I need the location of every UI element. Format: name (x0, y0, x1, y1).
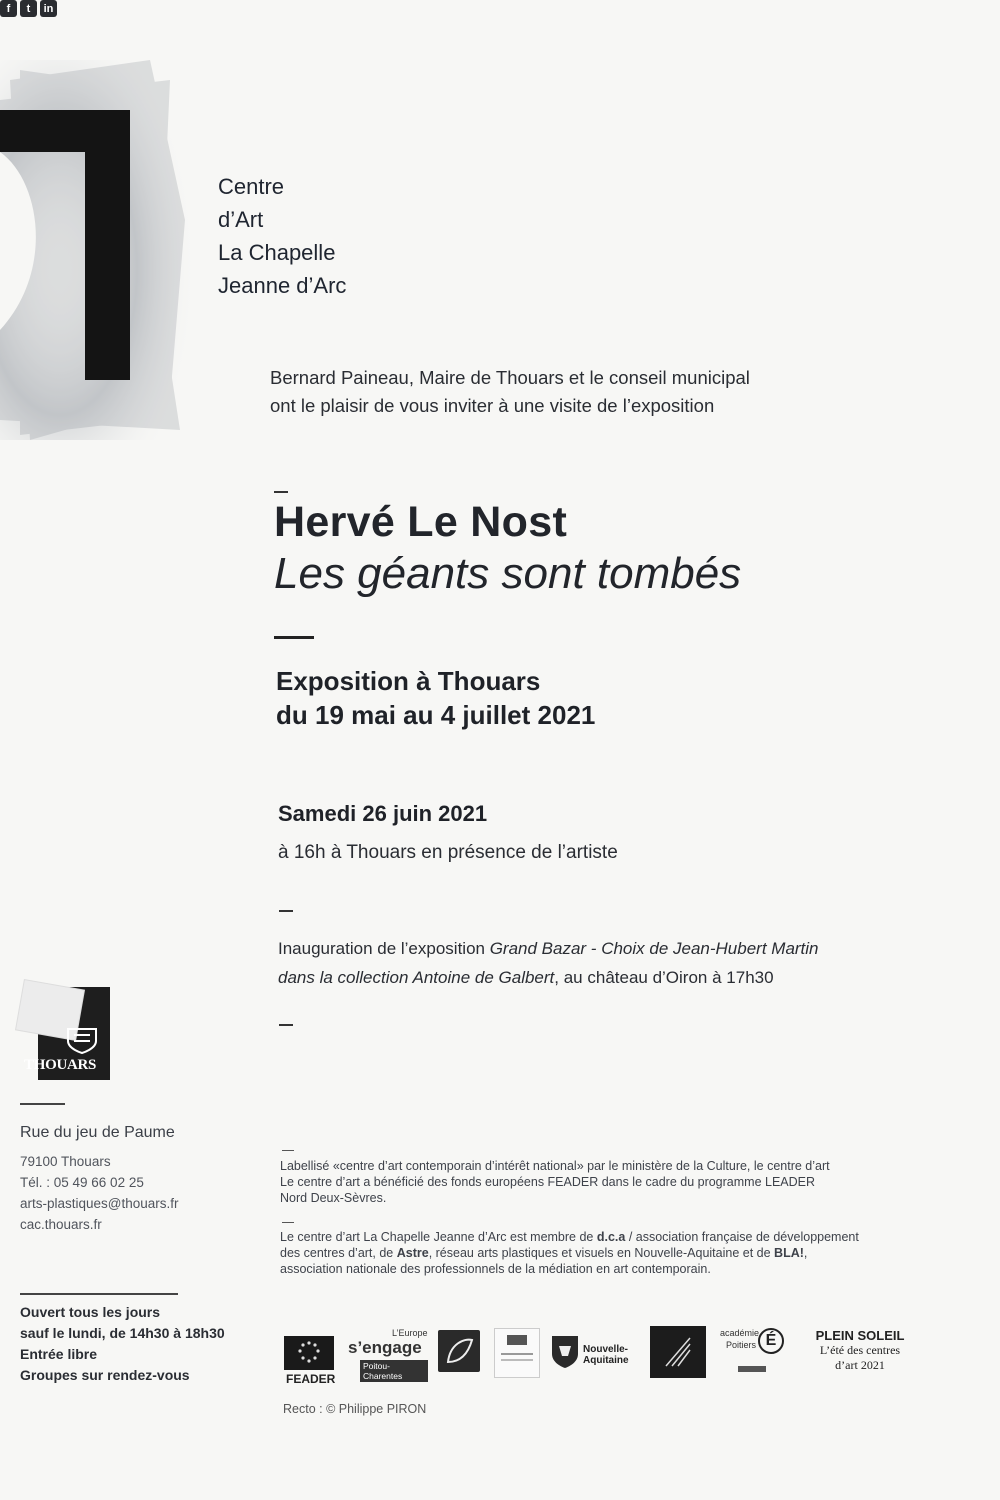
center-name-line: Jeanne d’Arc (218, 273, 347, 298)
linkedin-icon[interactable]: in (40, 0, 57, 17)
invitation-line: ont le plaisir de vous inviter à une visite de l’exposition (270, 395, 715, 416)
divider (274, 636, 314, 639)
facebook-icon[interactable]: f (0, 0, 17, 17)
hours-line: Ouvert tous les jours (20, 1304, 161, 1320)
department-logo (650, 1326, 706, 1378)
region-label: Nouvelle-Aquitaine (583, 1344, 629, 1366)
prefecture-logo (494, 1328, 540, 1378)
legal-text: , (803, 1246, 808, 1260)
artist-name: Hervé Le Nost (274, 498, 568, 546)
contact-info (20, 1151, 179, 1235)
astre-label: Astre (396, 1246, 429, 1260)
twitter-icon[interactable]: t (20, 0, 37, 17)
legal-line: Labellisé «centre d’art contemporain d’intérêt national» par le ministère de la Culture, le centre d’art (280, 1159, 830, 1173)
legal-line: association nationale des professionnels de la médiation en art contemporain. (280, 1262, 711, 1276)
lion-shield-icon (550, 1334, 580, 1370)
poitiers-label: Poitiers (726, 1340, 757, 1350)
phone-number: Tél. : 05 49 66 02 25 (20, 1175, 144, 1190)
poitou-label: Poitou-Charentes (360, 1360, 428, 1382)
coat-of-arms-icon (64, 1025, 100, 1055)
partner-logos (282, 1322, 922, 1392)
event-date: Samedi 26 juin 2021 (278, 801, 488, 826)
email-link[interactable]: arts-plastiques@thouars.fr (20, 1196, 179, 1211)
academie-logo: académie Poitiers É (720, 1322, 784, 1382)
eu-stars-icon (284, 1336, 334, 1370)
divider (282, 1222, 294, 1223)
inauguration-collection: dans la collection Antoine de Galbert (278, 968, 555, 987)
divider (20, 1103, 65, 1105)
leaf-icon (438, 1330, 480, 1372)
invitation-text (270, 364, 750, 420)
inauguration-prefix: Inauguration de l’exposition (278, 939, 490, 958)
dca-label: d.c.a (596, 1230, 626, 1244)
europe-label: L’Europe (392, 1328, 428, 1338)
legal-line: Nord Deux-Sèvres. (280, 1191, 387, 1205)
thouars-logo (20, 985, 110, 1080)
divider (20, 1293, 178, 1295)
center-name-line: La Chapelle (218, 240, 336, 265)
legal-text: des centres d’art, de (280, 1246, 397, 1260)
hours-line: Entrée libre (20, 1346, 98, 1362)
divider (279, 910, 293, 912)
exhibition-place: Exposition à Thouars (276, 666, 541, 696)
legal-text: Le centre d’art La Chapelle Jeanne d’Arc est membre de (280, 1230, 597, 1244)
exhibition-period: du 19 mai au 4 juillet 2021 (276, 700, 596, 730)
hours-line: Groupes sur rendez-vous (20, 1367, 190, 1383)
centre-art-logo-mark (0, 40, 200, 440)
opening-hours (20, 1302, 225, 1386)
europe-sengage-logo (348, 1328, 428, 1381)
center-name (218, 170, 346, 302)
legal-line: Le centre d’art a bénéficié des fonds européens FEADER dans le cadre du programme LEADER (280, 1175, 816, 1189)
legal-text: , réseau arts plastiques et visuels en Nouvelle-Aquitaine et de (428, 1246, 775, 1260)
exhibition-dates (276, 664, 595, 732)
photo-credit: Recto : © Philippe PIRON (283, 1402, 427, 1416)
event-details: à 16h à Thouars en présence de l’artiste (278, 842, 618, 863)
bla-label: BLA! (774, 1246, 804, 1260)
divider (274, 491, 288, 493)
plein-soleil-subtitle: L’été des centres (819, 1343, 901, 1357)
center-name-line: Centre (218, 174, 285, 199)
address-street: Rue du jeu de Paume (20, 1124, 175, 1141)
invitation-line: Bernard Paineau, Maire de Thouars et le conseil municipal (270, 367, 750, 388)
region-logo (550, 1334, 640, 1374)
thouars-logo-text: THOUARS (24, 1057, 97, 1073)
plein-soleil-title: PLEIN SOLEIL (815, 1328, 905, 1343)
legal-label-text (280, 1158, 830, 1206)
center-name-line: d’Art (218, 207, 264, 232)
hours-line: sauf le lundi, de 14h30 à 18h30 (20, 1325, 225, 1341)
plein-soleil-subtitle: d’art 2021 (835, 1358, 885, 1372)
legal-membership-text (280, 1229, 859, 1277)
academie-label: académie (720, 1328, 760, 1338)
divider (279, 1024, 293, 1026)
social-links (0, 0, 1000, 17)
inauguration-text (278, 934, 819, 992)
plein-soleil-logo (800, 1328, 920, 1373)
address-city: 79100 Thouars (20, 1154, 111, 1169)
legal-text: / association française de développement (625, 1230, 859, 1244)
feader-label: FEADER (286, 1372, 336, 1386)
divider (282, 1150, 294, 1151)
feather-icon (650, 1326, 706, 1378)
inauguration-suffix: , au château d’Oiron à 17h30 (554, 968, 774, 987)
website-link[interactable]: cac.thouars.fr (20, 1217, 102, 1232)
inauguration-exhibit-title: Grand Bazar - Choix de Jean-Hubert Martin (489, 939, 819, 958)
exhibition-title: Les géants sont tombés (274, 549, 742, 598)
eu-flag-logo (284, 1336, 334, 1370)
sengage-label: s’engage (348, 1338, 422, 1357)
leader-logo (438, 1330, 480, 1372)
